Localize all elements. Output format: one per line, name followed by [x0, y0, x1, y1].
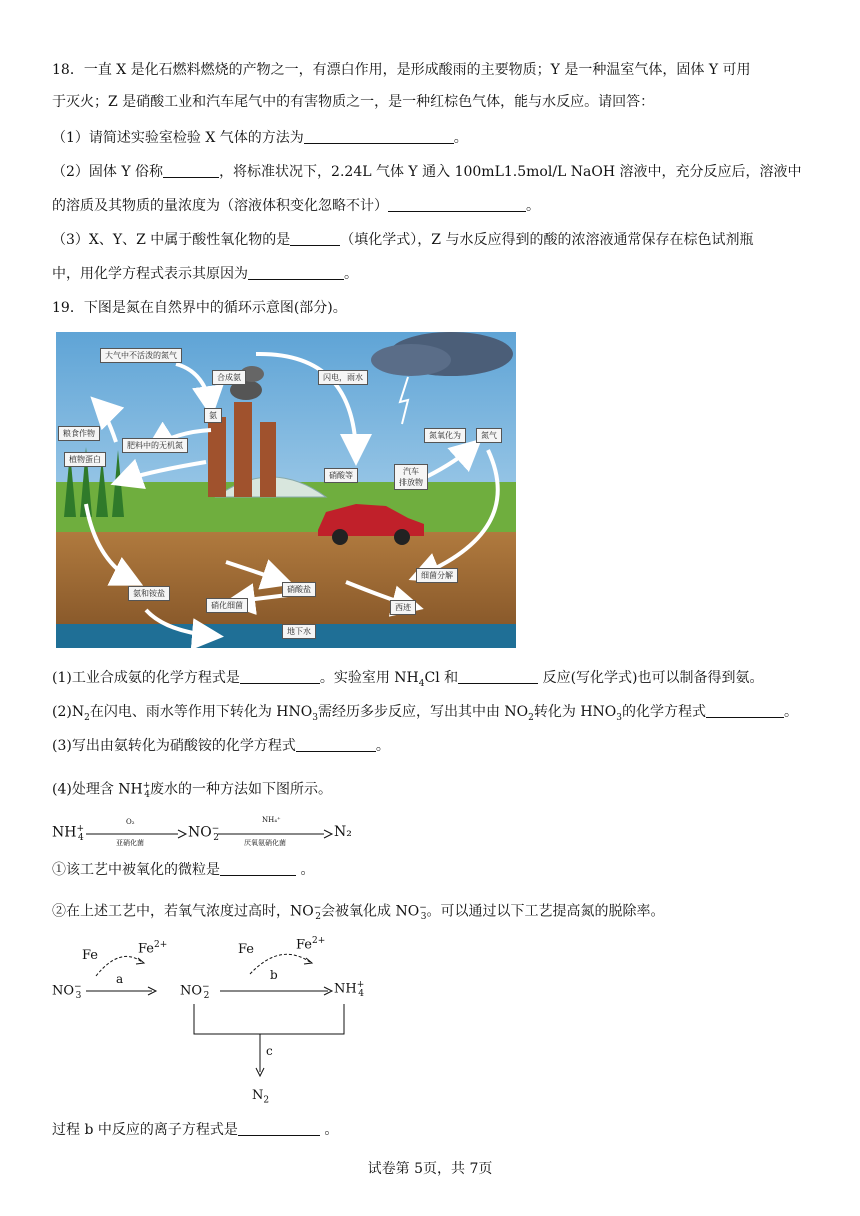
- label-groundwater: 地下水: [282, 624, 316, 639]
- q18-part1: （1）请简述实验室检验 X 气体的方法为 。: [52, 130, 468, 146]
- nh4-product: $NH^+_4$: [334, 980, 365, 999]
- no2-species: $NO^-_2$: [188, 824, 220, 844]
- answer-blank[interactable]: [238, 1121, 320, 1136]
- label-crops: 粮食作物: [58, 426, 100, 441]
- q19-final: 过程 b 中反应的离子方程式是 。: [52, 1122, 339, 1138]
- q19-part3: (3)写出由氨转化为硝酸铵的化学方程式 。: [52, 738, 390, 754]
- label-bacterial-decomposition: 细菌分解: [416, 568, 458, 583]
- label-ammonia-synthesis: 合成氨: [212, 370, 246, 385]
- answer-blank[interactable]: [458, 669, 538, 684]
- o2-label: O₂: [126, 818, 135, 826]
- label-plant-protein: 植物蛋白: [64, 452, 106, 467]
- n2-species: N₂: [334, 824, 352, 840]
- q19-title: 19．下图是氮在自然界中的循环示意图(部分)。: [52, 300, 347, 316]
- nitrite-bacteria-label: 亚硝化菌: [116, 839, 144, 847]
- answer-blank[interactable]: [296, 737, 376, 752]
- no2-species-2: $NO^-_2$: [180, 982, 210, 1001]
- q18-part2: （2）固体 Y 俗称 ，将标准状况下，2.24L 气体 Y 通入 100mL1.5mol/L NaOH 溶液中，充分反应后，溶液中: [52, 164, 802, 180]
- answer-blank[interactable]: [388, 197, 526, 212]
- no3-species: $NO^-_3$: [52, 982, 82, 1001]
- nh4-species: $NH^+_4$: [52, 824, 85, 844]
- label-fertilizer-nitrogen: 肥料中的无机氮: [122, 438, 188, 453]
- fe2-product-a: $Fe^{2+}$: [138, 940, 168, 957]
- answer-blank[interactable]: [240, 669, 320, 684]
- answer-blank[interactable]: [163, 163, 219, 178]
- label-lightning-rain: 闪电，雨水: [318, 370, 368, 385]
- label-nitrogen-oxides: 氮氧化为: [424, 428, 466, 443]
- q18-part2-cont: 的溶质及其物质的量浓度为（溶液体积变化忽略不计） 。: [52, 198, 540, 214]
- label-atmospheric-nitrogen: 大气中不活泼的氮气: [100, 348, 182, 363]
- fe2-product-b: $Fe^{2+}$: [296, 936, 326, 953]
- n2-product: $N_2$: [252, 1088, 270, 1106]
- nitrogen-cycle-diagram: [56, 332, 516, 648]
- q18-part3-cont: 中，用化学方程式表示其原因为 。: [52, 266, 358, 282]
- answer-blank[interactable]: [248, 265, 344, 280]
- label-ammonia: 氨: [204, 408, 222, 423]
- answer-blank[interactable]: [290, 231, 340, 246]
- q19-part4: (4)处理含 $NH^+_4$废水的一种方法如下图所示。: [52, 781, 333, 801]
- fe-reactant-b: Fe: [238, 942, 255, 957]
- q18-line1: 18．一直 X 是化石燃料燃烧的产物之一，有漂白作用，是形成酸雨的主要物质；Y 是一种温室气体，固体 Y 可用: [52, 62, 751, 78]
- q19-sub2: ②在上述工艺中，若氧气浓度过高时，$NO^-_2$会被氧化成 $NO^-_3$。可以通过以下工艺提高氮的脱除率。: [52, 903, 665, 923]
- nitrogen-cycle-illustration: [56, 332, 516, 648]
- q18-part3: （3）X、Y、Z 中属于酸性氧化物的是 （填化学式），Z 与水反应得到的酸的浓溶液通常保存在棕色试剂瓶: [52, 232, 754, 248]
- label-nitric-acid: 硝酸等: [324, 468, 358, 483]
- process-c-label: c: [266, 1044, 273, 1058]
- nh4-reagent-label: NH₄⁺: [262, 816, 281, 824]
- label-leaching: 西迹: [390, 600, 416, 615]
- answer-blank[interactable]: [220, 861, 296, 876]
- flow2-arrows: [50, 936, 390, 1116]
- label-ammonia-ammonium: 氨和铵盐: [128, 586, 170, 601]
- page-footer: 试卷第 5页，共 7页: [367, 1161, 493, 1177]
- q19-part1: (1)工业合成氨的化学方程式是 。实验室用 $NH_4Cl$ 和 反应(写化学式)也可以制备得到氨。: [52, 670, 764, 689]
- answer-blank[interactable]: [706, 703, 784, 718]
- q19-part2: $(2)N_2$在闪电、雨水等作用下转化为 $HNO_3$需经历多步反应，写出其中由 $NO_2$转化为 $HNO_3$的化学方程式 。: [52, 704, 798, 723]
- q18-line2: 于灭火；Z 是硝酸工业和汽车尾气中的有害物质之一，是一种红棕色气体，能与水反应。请回答：: [52, 94, 655, 110]
- ammonium-treatment-flow: [50, 818, 370, 854]
- label-nitrate: 硝酸盐: [282, 582, 316, 597]
- label-car-emissions: 汽车 排放物: [394, 464, 428, 490]
- q19-sub1: ①该工艺中被氧化的微粒是 。: [52, 862, 315, 878]
- label-nitrogen-gas: 氮气: [476, 428, 502, 443]
- iron-denitrification-flow: [50, 936, 390, 1116]
- label-nitrifying-bacteria: 硝化细菌: [206, 598, 248, 613]
- anammox-bacteria-label: 厌氧氨硝化菌: [244, 839, 286, 847]
- process-a-label: a: [116, 972, 124, 986]
- answer-blank[interactable]: [304, 129, 454, 144]
- fe-reactant-a: Fe: [82, 948, 99, 963]
- process-b-label: b: [270, 968, 278, 982]
